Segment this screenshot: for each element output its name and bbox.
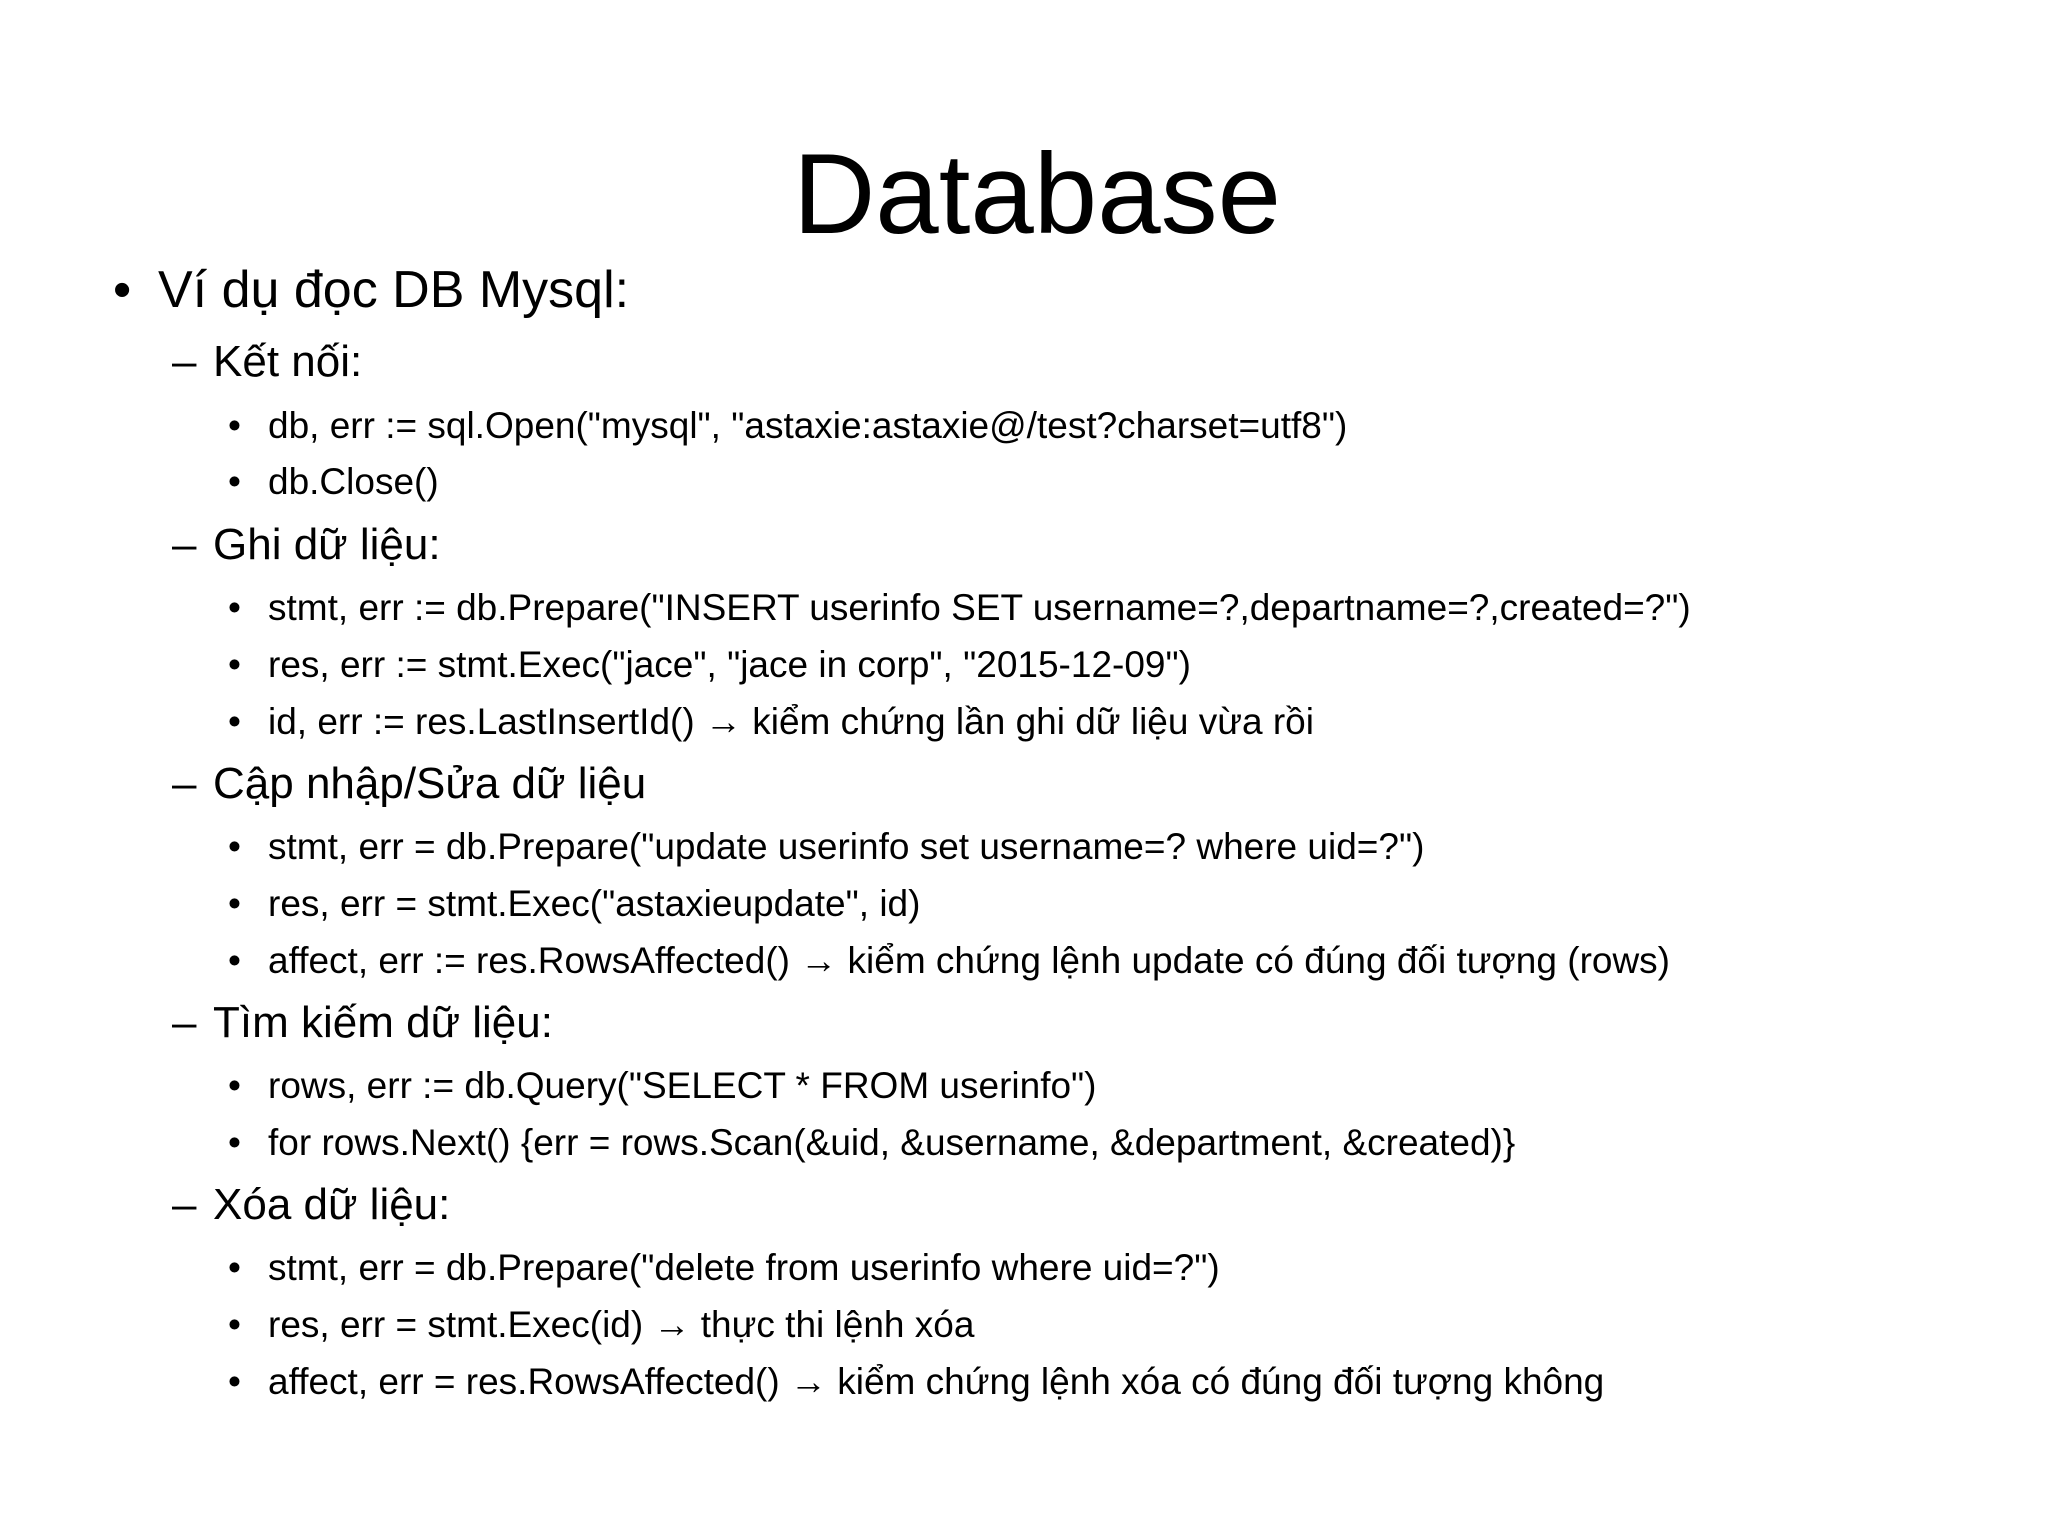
- section-heading: Kết nối:: [213, 337, 363, 386]
- section-dash: –: [172, 337, 197, 386]
- item-bullet: •: [228, 883, 241, 924]
- list-item: res, err = stmt.Exec(id) → thực thi lệnh xóa: [268, 1304, 975, 1345]
- list-item: stmt, err = db.Prepare("update userinfo set username=? where uid=?"): [268, 826, 1425, 867]
- list-item: res, err = stmt.Exec("astaxieupdate", id): [268, 883, 921, 924]
- section-dash: –: [172, 759, 197, 808]
- item-bullet: •: [228, 1304, 241, 1345]
- item-bullet: •: [228, 826, 241, 867]
- item-bullet: •: [228, 1361, 241, 1402]
- list-item: affect, err = res.RowsAffected() → kiểm chứng lệnh xóa có đúng đối tượng không: [268, 1361, 1605, 1402]
- list-item: id, err := res.LastInsertId() → kiểm chứng lần ghi dữ liệu vừa rồi: [268, 701, 1314, 742]
- list-item: affect, err := res.RowsAffected() → kiểm chứng lệnh update có đúng đối tượng (rows): [268, 940, 1671, 981]
- list-item: stmt, err := db.Prepare("INSERT userinfo SET username=?,departname=?,created=?"): [268, 587, 1691, 628]
- item-bullet: •: [228, 405, 241, 446]
- list-item: stmt, err = db.Prepare("delete from userinfo where uid=?"): [268, 1247, 1220, 1288]
- item-bullet: •: [228, 461, 241, 502]
- item-bullet: •: [228, 587, 241, 628]
- slide-title: Database: [792, 131, 1281, 258]
- section-heading: Xóa dữ liệu:: [213, 1180, 451, 1229]
- item-bullet: •: [228, 1122, 241, 1163]
- section-dash: –: [172, 998, 197, 1047]
- item-bullet: •: [228, 940, 241, 981]
- level1-bullet: •: [113, 261, 132, 319]
- item-bullet: •: [228, 1065, 241, 1106]
- section-dash: –: [172, 520, 197, 569]
- section-dash: –: [172, 1180, 197, 1229]
- list-item: res, err := stmt.Exec("jace", "jace in corp", "2015-12-09"): [268, 644, 1191, 685]
- level1-text: Ví dụ đọc DB Mysql:: [158, 261, 630, 319]
- item-bullet: •: [228, 1247, 241, 1288]
- section-heading: Cập nhập/Sửa dữ liệu: [213, 759, 647, 808]
- item-bullet: •: [228, 701, 241, 742]
- section-heading: Ghi dữ liệu:: [213, 520, 441, 569]
- list-item: db, err := sql.Open("mysql", "astaxie:astaxie@/test?charset=utf8"): [268, 405, 1348, 446]
- list-item: db.Close(): [268, 461, 439, 502]
- list-item: for rows.Next() {err = rows.Scan(&uid, &username, &department, &created)}: [268, 1122, 1516, 1163]
- item-bullet: •: [228, 644, 241, 685]
- list-item: rows, err := db.Query("SELECT * FROM userinfo"): [268, 1065, 1097, 1106]
- section-heading: Tìm kiếm dữ liệu:: [213, 998, 553, 1047]
